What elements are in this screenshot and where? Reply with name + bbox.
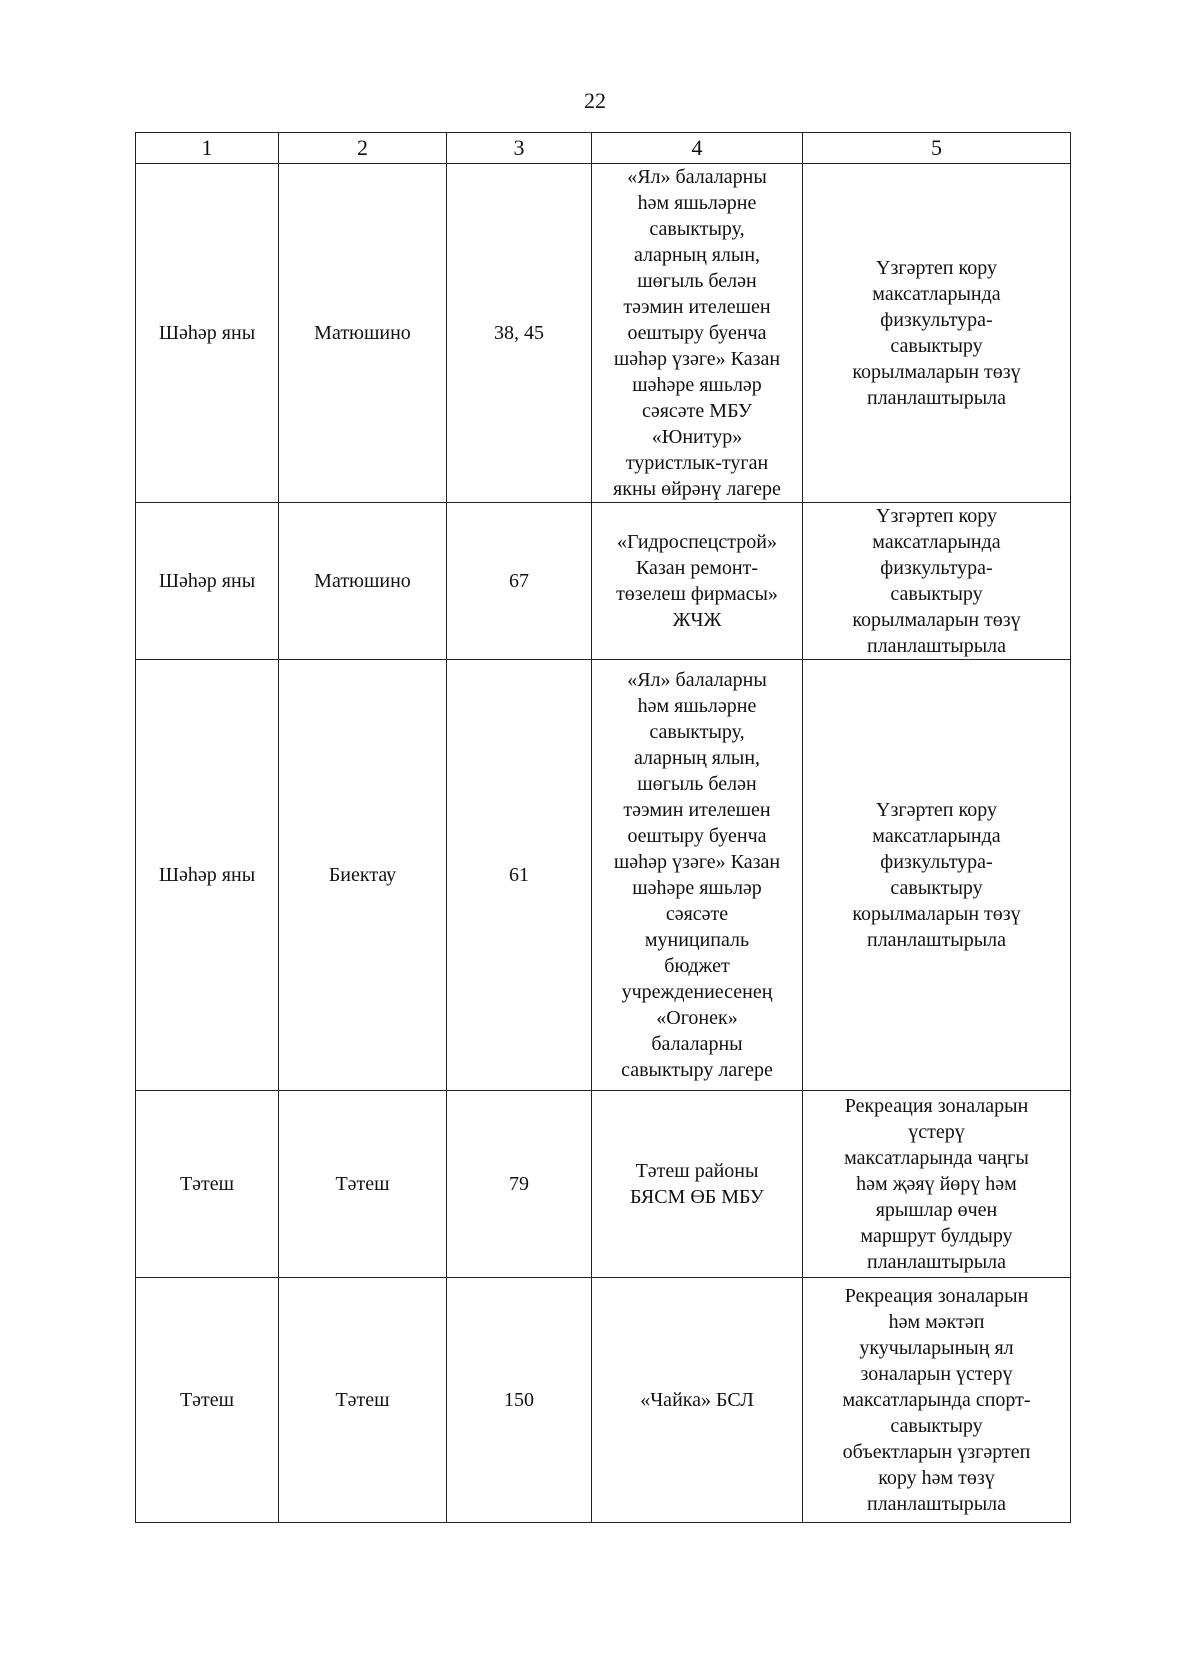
page-number: 22 [584,88,606,113]
table-cell-number: 150 [447,1278,592,1523]
table-cell-number: 67 [447,503,592,660]
table-cell-area: Шәһәр яны [136,503,279,660]
table-cell-plan: Рекреация зоналарын һәм мәктәп укучыларының ял зоналарын үстерү максатларында спорт- савыктыру объектларын үзгәртеп кору һәм төзү планлаштырыла [803,1278,1071,1523]
column-header-5: 5 [803,133,1071,164]
table-cell-number: 38, 45 [447,164,592,503]
table-row [136,1278,1071,1523]
document-table [135,132,1071,1523]
table-cell-plan: Рекреация зоналарын үстерү максатларында чаңгы һәм җәяү йөрү һәм ярышлар өчен маршрут булдыру планлаштырыла [803,1091,1071,1278]
table-cell-settlement: Биектау [279,660,447,1091]
table-row [136,660,1071,1091]
table-cell-settlement: Матюшино [279,164,447,503]
table-cell-object: «Ял» балаларны һәм яшьләрне савыктыру, аларның ялын, шөгыль белән тәэмин ителешен оештыру буенча шәһәр үзәге» Казан шәһәре яшьләр сәясәте МБУ «Юнитур» туристлык-туган якны өйрәнү лагере [592,164,803,503]
table-cell-plan: Үзгәртеп кору максатларында физкультура- савыктыру корылмаларын төзү планлаштырыла [803,164,1071,503]
header-row [136,133,1071,164]
table-cell-object: «Гидроспецстрой» Казан ремонт- төзелеш фирмасы» ЖЧЖ [592,503,803,660]
table-row [136,1091,1071,1278]
table-cell-plan: Үзгәртеп кору максатларында физкультура- савыктыру корылмаларын төзү планлаштырыла [803,660,1071,1091]
table-cell-area: Тәтеш [136,1278,279,1523]
table-cell-settlement: Тәтеш [279,1091,447,1278]
column-header-1: 1 [136,133,279,164]
table-cell-object: «Чайка» БСЛ [592,1278,803,1523]
column-header-2: 2 [279,133,447,164]
column-header-4: 4 [592,133,803,164]
table-cell-number: 61 [447,660,592,1091]
table-cell-area: Шәһәр яны [136,660,279,1091]
table-row [136,164,1071,503]
table-cell-object: «Ял» балаларны һәм яшьләрне савыктыру, аларның ялын, шөгыль белән тәэмин ителешен оештыру буенча шәһәр үзәге» Казан шәһәре яшьләр сәясәте муниципаль бюджет учреждениесенең «Огонек» балаларны савыктыру лагере [592,660,803,1091]
table-cell-plan: Үзгәртеп кору максатларында физкультура- савыктыру корылмаларын төзү планлаштырыла [803,503,1071,660]
table-cell-settlement: Тәтеш [279,1278,447,1523]
table-cell-number: 79 [447,1091,592,1278]
table-row [136,503,1071,660]
table-cell-area: Шәһәр яны [136,164,279,503]
table-cell-settlement: Матюшино [279,503,447,660]
column-header-3: 3 [447,133,592,164]
table-cell-area: Тәтеш [136,1091,279,1278]
table-cell-object: Тәтеш районы БЯСМ ӨБ МБУ [592,1091,803,1278]
